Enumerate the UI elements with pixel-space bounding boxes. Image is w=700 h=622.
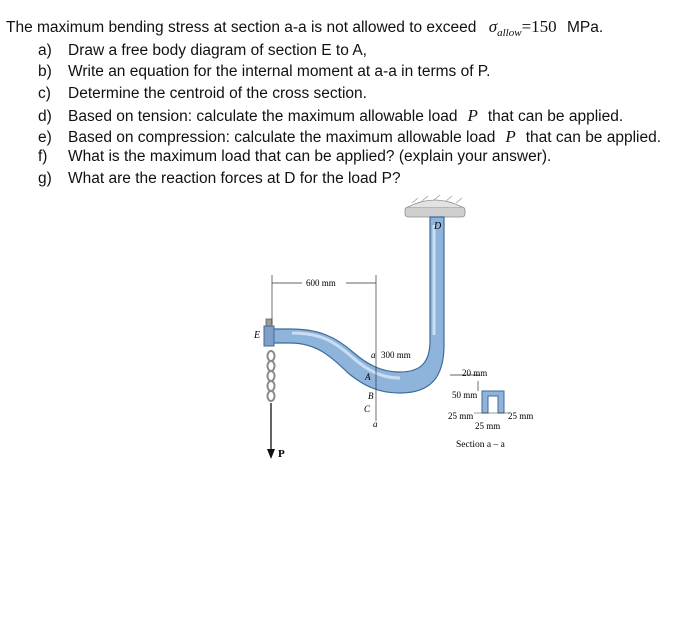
beam-figure bbox=[230, 195, 570, 475]
label-a-bottom: a bbox=[373, 419, 378, 429]
label-E: E bbox=[254, 330, 261, 341]
dim-25-left-label: 25 mm bbox=[448, 411, 474, 421]
intro-text: The maximum bending stress at section a-a is not allowed to exceed bbox=[6, 19, 477, 36]
item-text: What is the maximum load that can be applied? (explain your answer). bbox=[68, 148, 552, 166]
question-item bbox=[38, 42, 661, 63]
item-letter: f) bbox=[38, 148, 48, 166]
dim-600 bbox=[272, 275, 376, 370]
item-letter: c) bbox=[38, 84, 51, 102]
question-item bbox=[38, 85, 661, 106]
item-text: Based on tension: calculate the maximum allowable load bbox=[68, 107, 458, 125]
chain bbox=[268, 351, 275, 401]
label-B: B bbox=[368, 391, 374, 401]
item-text: Write an equation for the internal moment at a-a in terms of P. bbox=[68, 63, 491, 81]
question-item bbox=[38, 106, 661, 127]
label-D: D bbox=[434, 221, 442, 232]
ceiling-support bbox=[405, 195, 465, 217]
label-C: C bbox=[364, 404, 371, 414]
dim-20-label: 20 mm bbox=[462, 368, 488, 378]
item-text: Determine the centroid of the cross section. bbox=[68, 84, 367, 102]
question-item bbox=[38, 127, 661, 148]
item-text-end: that can be applied. bbox=[487, 107, 624, 125]
question-item bbox=[38, 170, 661, 191]
label-a-top: a bbox=[371, 350, 376, 360]
item-text: What are the reaction forces at D for the load P? bbox=[68, 169, 401, 187]
dim-300-label: 300 mm bbox=[381, 350, 411, 360]
end-bolt bbox=[266, 319, 272, 326]
allow-unit: MPa. bbox=[566, 19, 604, 36]
question-item bbox=[38, 63, 661, 84]
item-text-end: that can be applied. bbox=[525, 129, 662, 147]
item-letter: b) bbox=[38, 63, 52, 81]
load-arrow bbox=[267, 403, 275, 459]
end-plate bbox=[264, 326, 274, 346]
dim-25-bottom-label: 25 mm bbox=[475, 421, 501, 431]
label-A: A bbox=[365, 372, 371, 382]
sigma-symbol: σ bbox=[488, 17, 498, 36]
item-text: Based on compression: calculate the maximum allowable load bbox=[68, 129, 496, 147]
item-letter: a) bbox=[38, 42, 52, 59]
allow-value: =150 bbox=[521, 17, 557, 36]
dim-600-label: 600 mm bbox=[306, 278, 336, 288]
load-variable: P bbox=[505, 127, 516, 147]
curved-beam bbox=[272, 217, 444, 393]
label-P: P bbox=[278, 448, 285, 460]
item-text: Draw a free body diagram of section E to A, bbox=[68, 42, 367, 59]
dim-50-label: 50 mm bbox=[452, 390, 478, 400]
dim-25-right-label: 25 mm bbox=[508, 411, 534, 421]
sigma-subscript: allow bbox=[497, 27, 522, 39]
question-item bbox=[38, 148, 661, 169]
item-letter: d) bbox=[38, 107, 52, 125]
item-letter: g) bbox=[38, 169, 52, 187]
problem-intro bbox=[6, 17, 603, 39]
section-caption: Section a – a bbox=[456, 440, 505, 450]
question-list bbox=[38, 42, 661, 191]
item-letter: e) bbox=[38, 129, 52, 147]
load-variable: P bbox=[467, 105, 478, 125]
